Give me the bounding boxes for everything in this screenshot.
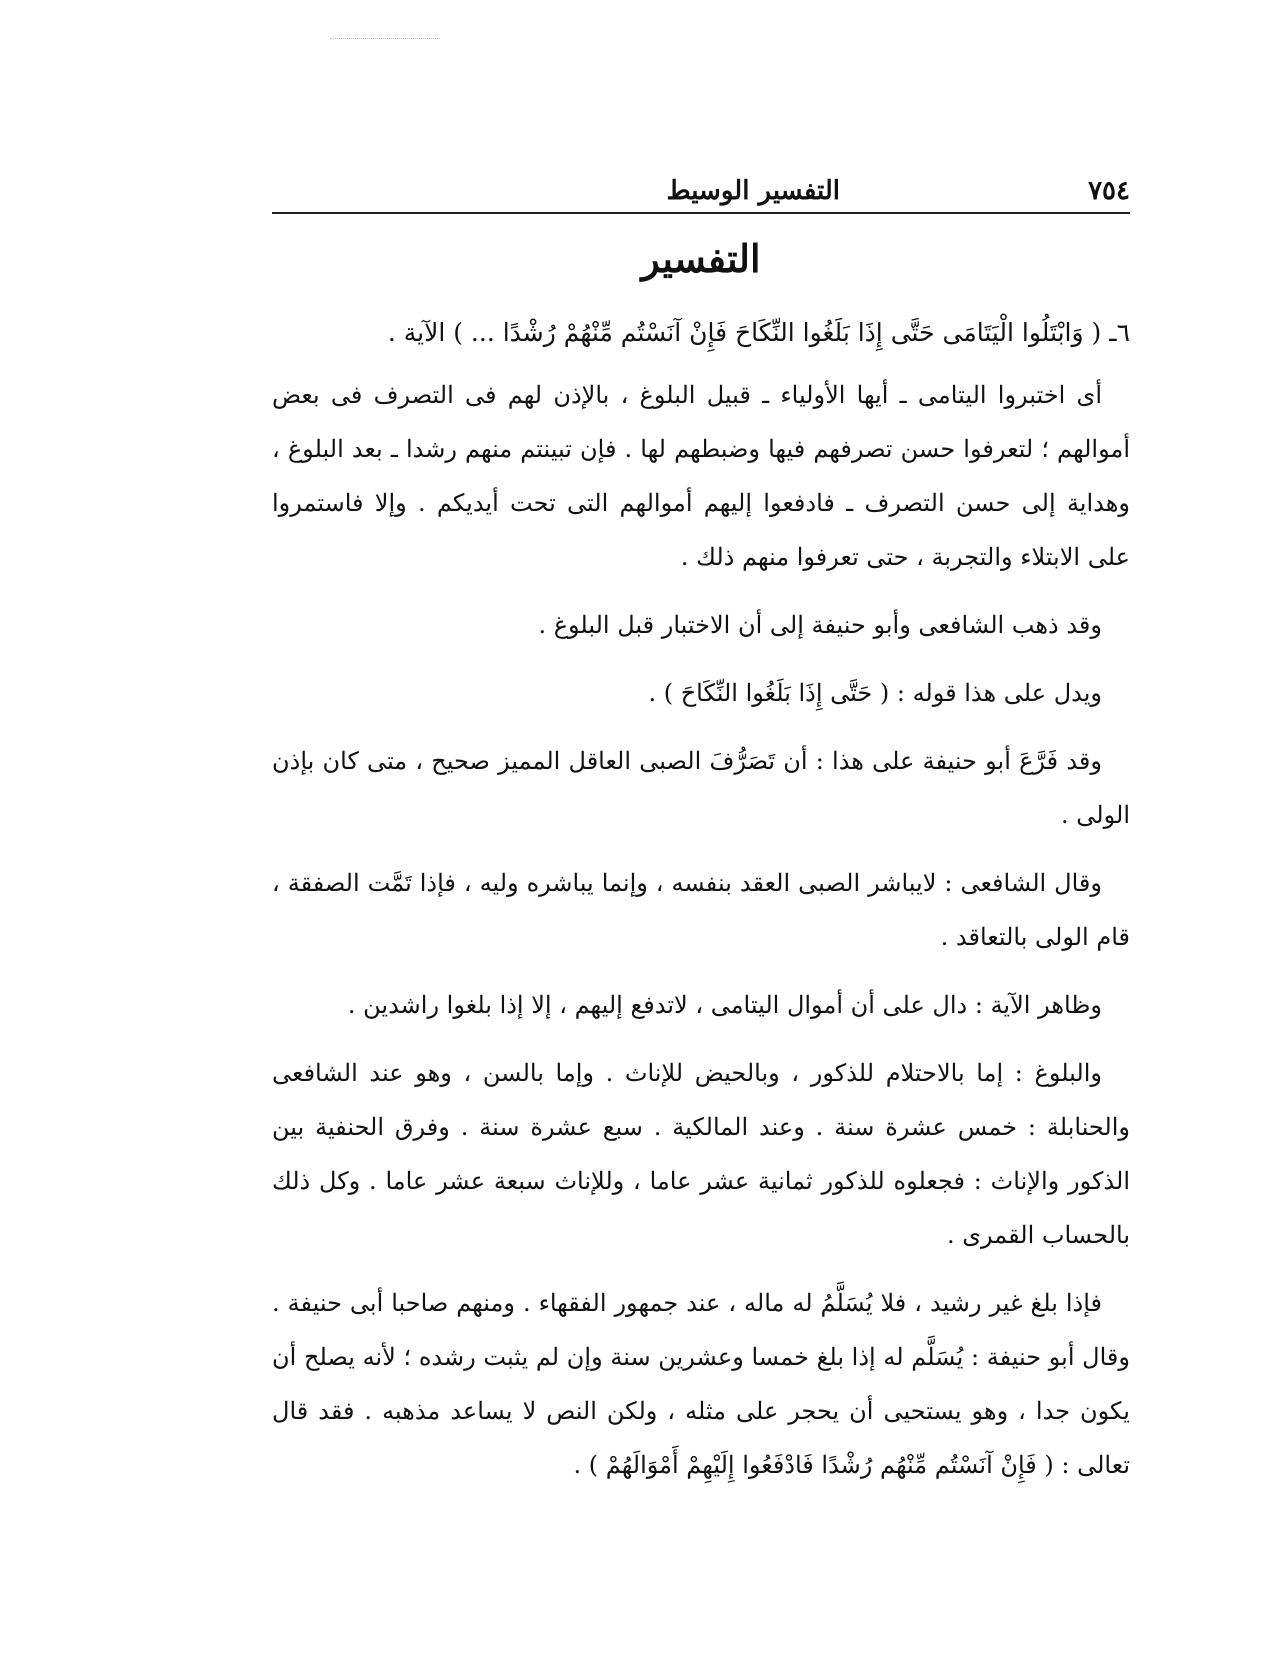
page-number: ٧٥٤	[1088, 176, 1130, 206]
running-title: التفسير الوسيط	[666, 176, 840, 206]
verse-heading: ٦ـ ( وَابْتَلُوا الْيَتَامَى حَتَّى إِذَا بَلَغُوا النِّكَاحَ فَإِنْ آنَسْتُم مِّنْهُمْ رُشْدًا ... ) الآية .	[387, 318, 1130, 347]
section-title: التفسير	[641, 236, 761, 281]
paragraph-1: أى اختبروا اليتامى ـ أيها الأولياء ـ قبيل البلوغ ، بالإذن لهم فى التصرف فى بعض أموالهم ؛ لتعرفوا حسن تصرفهم فيها وضبطهم لها . فإن تبينتم منهم رشدا ـ بعد البلوغ ، وهداية إلى حسن التصرف ـ فادفعوا إليهم أموالهم التى تحت أيديكم . وإلا فاستمروا على الابتلاء والتجربة ، حتى تعرفوا منهم ذلك .	[272, 381, 1131, 571]
paragraph-3: ويدل على هذا قوله : ( حَتَّى إِذَا بَلَغُوا النِّكَاحَ ) .	[648, 679, 1102, 707]
paragraph-8: فإذا بلغ غير رشيد ، فلا يُسَلَّمُ له ماله ، عند جمهور الفقهاء . ومنهم صاحبا أبى حنيفة . وقال أبو حنيفة : يُسَلَّم له إذا بلغ خمسا وعشرين سنة وإن لم يثبت رشده ؛ لأنه يصلح أن يكون جدا ، وهو يستحيى أن يحجر على مثله ، ولكن النص لا يساعد مذهبه . فقد قال تعالى : ( فَإِنْ آنَسْتُم مِّنْهُم رُشْدًا فَادْفَعُوا إِلَيْهِمْ أَمْوَالَهُمْ ) .	[272, 1289, 1130, 1479]
paragraph-4: وقد فَرَّعَ أبو حنيفة على هذا : أن تَصَرُّفَ الصبى العاقل المميز صحيح ، متى كان بإذن الولى .	[272, 747, 1130, 829]
paragraph-2: وقد ذهب الشافعى وأبو حنيفة إلى أن الاختبار قبل البلوغ .	[538, 611, 1102, 639]
paragraph-6: وظاهر الآية : دال على أن أموال اليتامى ، لاتدفع إليهم ، إلا إذا بلغوا راشدين .	[347, 991, 1102, 1019]
scan-artifact-line	[330, 38, 440, 39]
paragraph-5: وقال الشافعى : لايباشر الصبى العقد بنفسه ، وإنما يباشره وليه ، فإذا تَمَّت الصفقة ، قام الولى بالتعاقد .	[272, 869, 1130, 951]
body-text	[272, 306, 1130, 1506]
page-header	[272, 176, 1130, 216]
header-rule	[272, 212, 1130, 214]
paragraph-7: والبلوغ : إما بالاحتلام للذكور ، وبالحيض للإناث . وإما بالسن ، وهو عند الشافعى والحنابلة : خمس عشرة سنة . وعند المالكية . سبع عشرة سنة . وفرق الحنفية بين الذكور والإناث : فجعلوه للذكور ثمانية عشر عاما ، وللإناث سبعة عشر عاما . وكل ذلك بالحساب القمرى .	[272, 1059, 1130, 1249]
